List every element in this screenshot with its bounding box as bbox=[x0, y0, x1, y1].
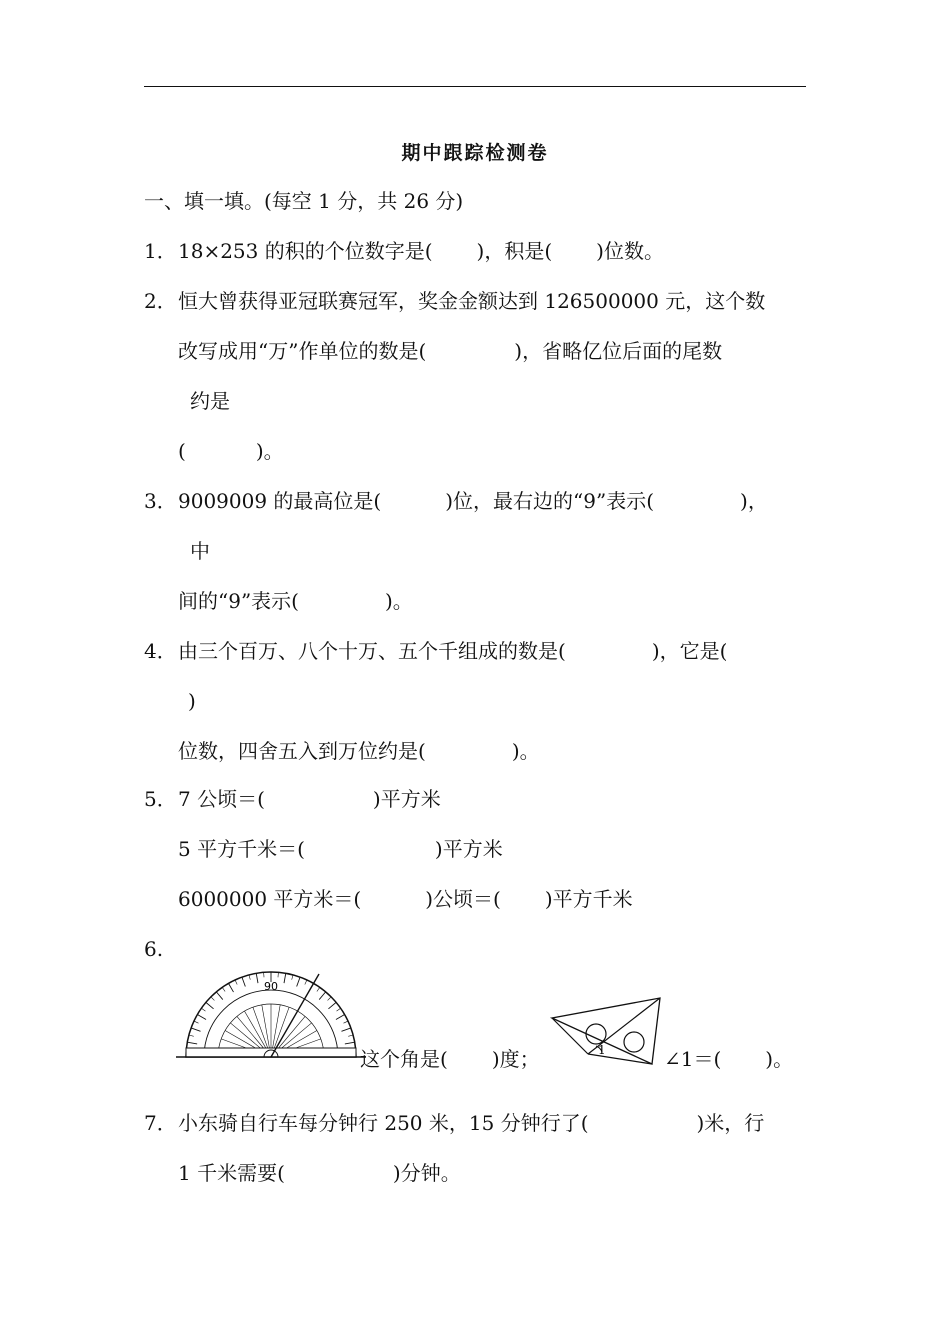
question-text: 间的“9”表示( bbox=[178, 589, 299, 613]
question-4-line-2: ) bbox=[188, 689, 196, 713]
question-6-number: 6. bbox=[144, 937, 164, 961]
question-3-line-2: 中 bbox=[190, 539, 210, 563]
question-text: )。 bbox=[765, 1047, 794, 1071]
question-number: 4． bbox=[144, 639, 177, 663]
question-text: 由三个百万、八个十万、五个千组成的数是( bbox=[178, 639, 566, 663]
angle-1-label: 1 bbox=[598, 1043, 606, 1057]
question-text: )平方米 bbox=[434, 837, 503, 861]
question-text: )，省略亿位后面的尾数 bbox=[514, 339, 723, 363]
set-square-figure bbox=[548, 992, 664, 1066]
question-3 bbox=[144, 488, 768, 514]
question-text: ( bbox=[178, 439, 186, 463]
question-text: 7 公顷＝( bbox=[178, 787, 265, 811]
question-4-line-3 bbox=[178, 738, 540, 764]
question-text: )位数。 bbox=[596, 239, 664, 263]
question-text: )平方千米 bbox=[544, 887, 633, 911]
question-5-line-3 bbox=[178, 886, 633, 912]
question-text: )米，行 bbox=[696, 1111, 765, 1135]
question-text: 6000000 平方米＝( bbox=[178, 887, 362, 911]
protractor-90-label: 90 bbox=[264, 980, 278, 993]
section-heading: 一、填一填。(每空 1 分，共 26 分) bbox=[144, 189, 464, 213]
question-text: )。 bbox=[511, 739, 540, 763]
question-5 bbox=[144, 786, 441, 812]
question-3-line-3 bbox=[178, 588, 413, 614]
question-text: 小东骑自行车每分钟行 250 米，15 分钟行了( bbox=[178, 1111, 589, 1135]
question-number: 5． bbox=[144, 787, 177, 811]
question-text: )位，最右边的“9”表示( bbox=[445, 489, 655, 513]
question-text: )度； bbox=[491, 1047, 540, 1071]
question-text: 恒大曾获得亚冠联赛冠军，奖金金额达到 126500000 元，这个数 bbox=[178, 289, 766, 313]
question-text: 位数，四舍五入到万位约是( bbox=[178, 739, 426, 763]
question-number: 3． bbox=[144, 489, 177, 513]
question-text: 1 千米需要( bbox=[178, 1161, 285, 1185]
question-text: 18×253 的积的个位数字是( bbox=[178, 239, 433, 263]
question-2-line-3: 约是 bbox=[190, 389, 230, 413]
question-text: )公顷＝( bbox=[425, 887, 501, 911]
question-text: )，积是( bbox=[476, 239, 553, 263]
question-text: 改写成用“万”作单位的数是( bbox=[178, 339, 427, 363]
question-2-line-4 bbox=[178, 438, 284, 464]
page-title: 期中跟踪检测卷 bbox=[401, 142, 549, 164]
question-text: )。 bbox=[255, 439, 284, 463]
question-5-line-2 bbox=[178, 836, 503, 862]
protractor-icon bbox=[176, 972, 366, 1057]
question-text: )分钟。 bbox=[392, 1161, 461, 1185]
question-number: 7． bbox=[144, 1111, 177, 1135]
question-number: 2． bbox=[144, 289, 177, 313]
question-6-text-2 bbox=[664, 1046, 793, 1072]
question-text: 5 平方千米＝( bbox=[178, 837, 305, 861]
question-text: 9009009 的最高位是( bbox=[178, 489, 382, 513]
question-2-line-2 bbox=[178, 338, 722, 364]
top-rule bbox=[144, 86, 806, 87]
question-4 bbox=[144, 638, 727, 664]
question-6-text-1 bbox=[360, 1046, 540, 1072]
question-text: )。 bbox=[384, 589, 413, 613]
question-number: 1． bbox=[144, 239, 177, 263]
question-text: )平方米 bbox=[372, 787, 441, 811]
question-7-line-2 bbox=[178, 1160, 461, 1186]
question-7 bbox=[144, 1110, 764, 1136]
question-text: )，它是( bbox=[651, 639, 728, 663]
question-text: 这个角是( bbox=[360, 1047, 448, 1071]
question-text: )， bbox=[740, 489, 768, 513]
protractor-figure bbox=[176, 970, 366, 1062]
question-text: ∠1＝( bbox=[664, 1047, 722, 1071]
question-2 bbox=[144, 288, 765, 314]
question-1 bbox=[144, 238, 664, 264]
